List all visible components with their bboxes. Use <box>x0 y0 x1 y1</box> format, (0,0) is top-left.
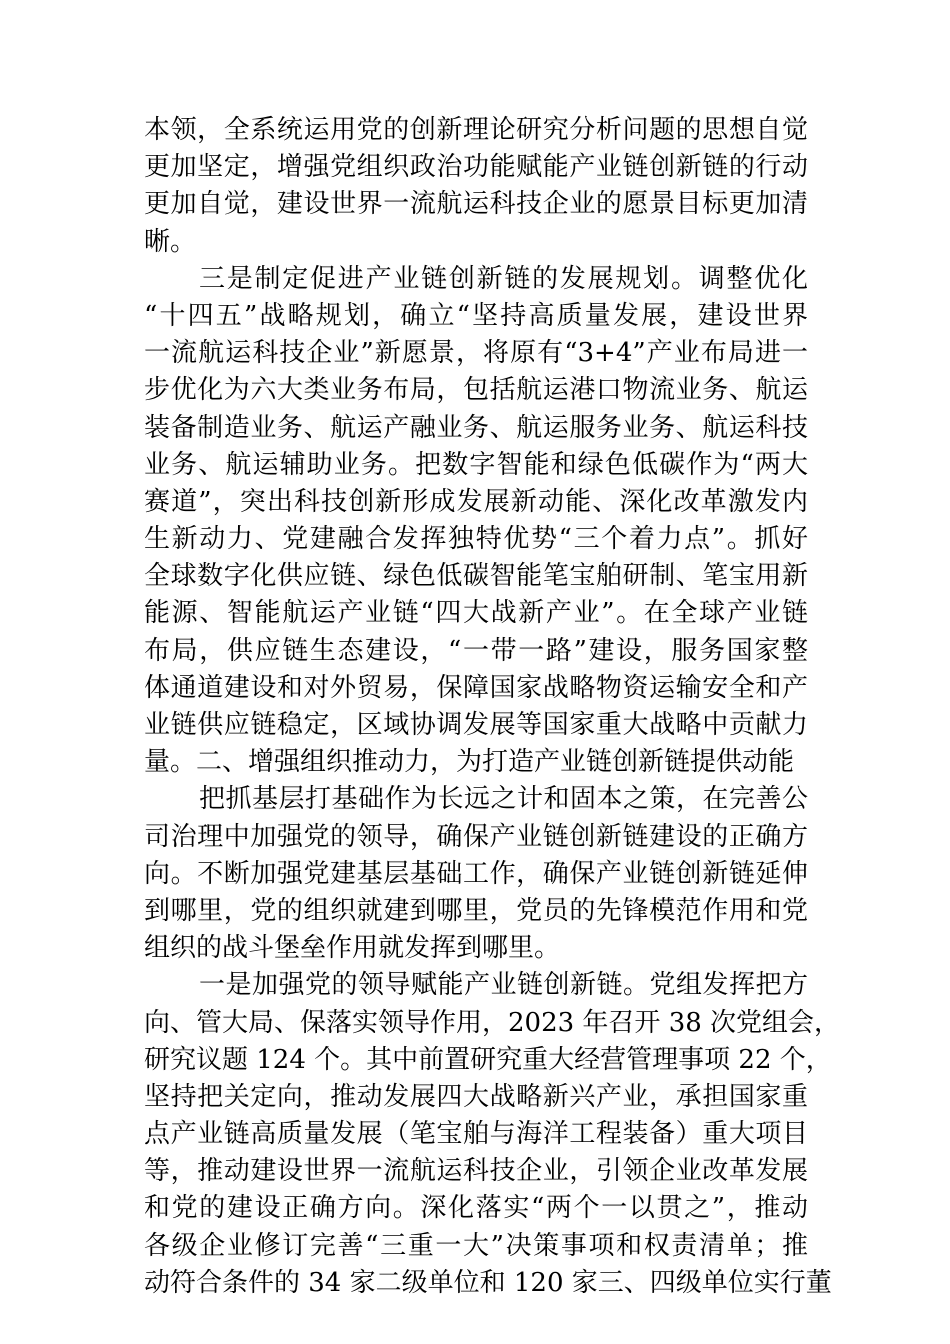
text-line: 三是制定促进产业链创新链的发展规划。调整优化 <box>199 263 808 294</box>
text-line: 研究议题 124 个。其中前置研究重大经营管理事项 22 个， <box>144 1044 832 1075</box>
text-line: 点产业链高质量发展（笔宝舶与海洋工程装备）重大项目 <box>144 1119 808 1150</box>
text-line: 等，推动建设世界一流航运科技企业，引领企业改革发展 <box>144 1156 808 1187</box>
text-line: 生新动力、党建融合发挥独特优势“三个着力点”。抓好 <box>144 524 808 555</box>
text-line: 司治理中加强党的领导，确保产业链创新链建设的正确方 <box>144 821 808 852</box>
text-line: 步优化为六大类业务布局，包括航运港口物流业务、航运 <box>144 375 808 406</box>
text-line: 向。不断加强党建基层基础工作，确保产业链创新链延伸 <box>144 858 808 889</box>
text-line: 组织的战斗堡垒作用就发挥到哪里。 <box>144 933 561 964</box>
text-line: 装备制造业务、航运产融业务、航运服务业务、航运科技 <box>144 412 808 443</box>
text-line: 布局，供应链生态建设，“一带一路”建设，服务国家整 <box>144 635 808 666</box>
text-line: 更加自觉，建设世界一流航运科技企业的愿景目标更加清 <box>144 189 808 220</box>
text-line: 动符合条件的 34 家二级单位和 120 家三、四级单位实行董 <box>144 1267 832 1298</box>
text-line: 全球数字化供应链、绿色低碳智能笔宝舶研制、笔宝用新 <box>144 561 808 592</box>
text-line: 更加坚定，增强党组织政治功能赋能产业链创新链的行动 <box>144 152 808 183</box>
text-line: 体通道建设和对外贸易，保障国家战略物资运输安全和产 <box>144 672 808 703</box>
text-line: 和党的建设正确方向。深化落实“两个一以贯之”，推动 <box>144 1193 808 1224</box>
text-line: 到哪里，党的组织就建到哪里，党员的先锋模范作用和党 <box>144 895 808 926</box>
text-line: 坚持把关定向，推动发展四大战略新兴产业，承担国家重 <box>144 1081 808 1112</box>
text-line: 量。二、增强组织推动力，为打造产业链创新链提供动能 <box>144 747 795 778</box>
document-page <box>144 112 841 1302</box>
text-line: 本领，全系统运用党的创新理论研究分析问题的思想自觉 <box>144 115 808 145</box>
text-line: 晰。 <box>144 226 197 257</box>
text-line: 赛道”，突出科技创新形成发展新动能、深化改革激发内 <box>144 486 808 517</box>
text-line: 把抓基层打基础作为长远之计和固本之策，在完善公 <box>199 784 808 815</box>
text-line: 业链供应链稳定，区域协调发展等国家重大战略中贡献力 <box>144 710 808 740</box>
text-line: “十四五”战略规划，确立“坚持高质量发展，建设世界 <box>144 300 808 331</box>
text-line: 能源、智能航运产业链“四大战新产业”。在全球产业链 <box>144 598 808 629</box>
text-line: 向、管大局、保落实领导作用，2023 年召开 38 次党组会， <box>144 1007 841 1038</box>
text-line: 各级企业修订完善“三重一大”决策事项和权责清单；推 <box>144 1230 808 1261</box>
text-line: 一是加强党的领导赋能产业链创新链。党组发挥把方 <box>199 970 808 1001</box>
text-line: 一流航运科技企业”新愿景，将原有“3+4”产业布局进一 <box>144 338 808 369</box>
text-line: 业务、航运辅助业务。把数字智能和绿色低碳作为“两大 <box>144 449 808 480</box>
